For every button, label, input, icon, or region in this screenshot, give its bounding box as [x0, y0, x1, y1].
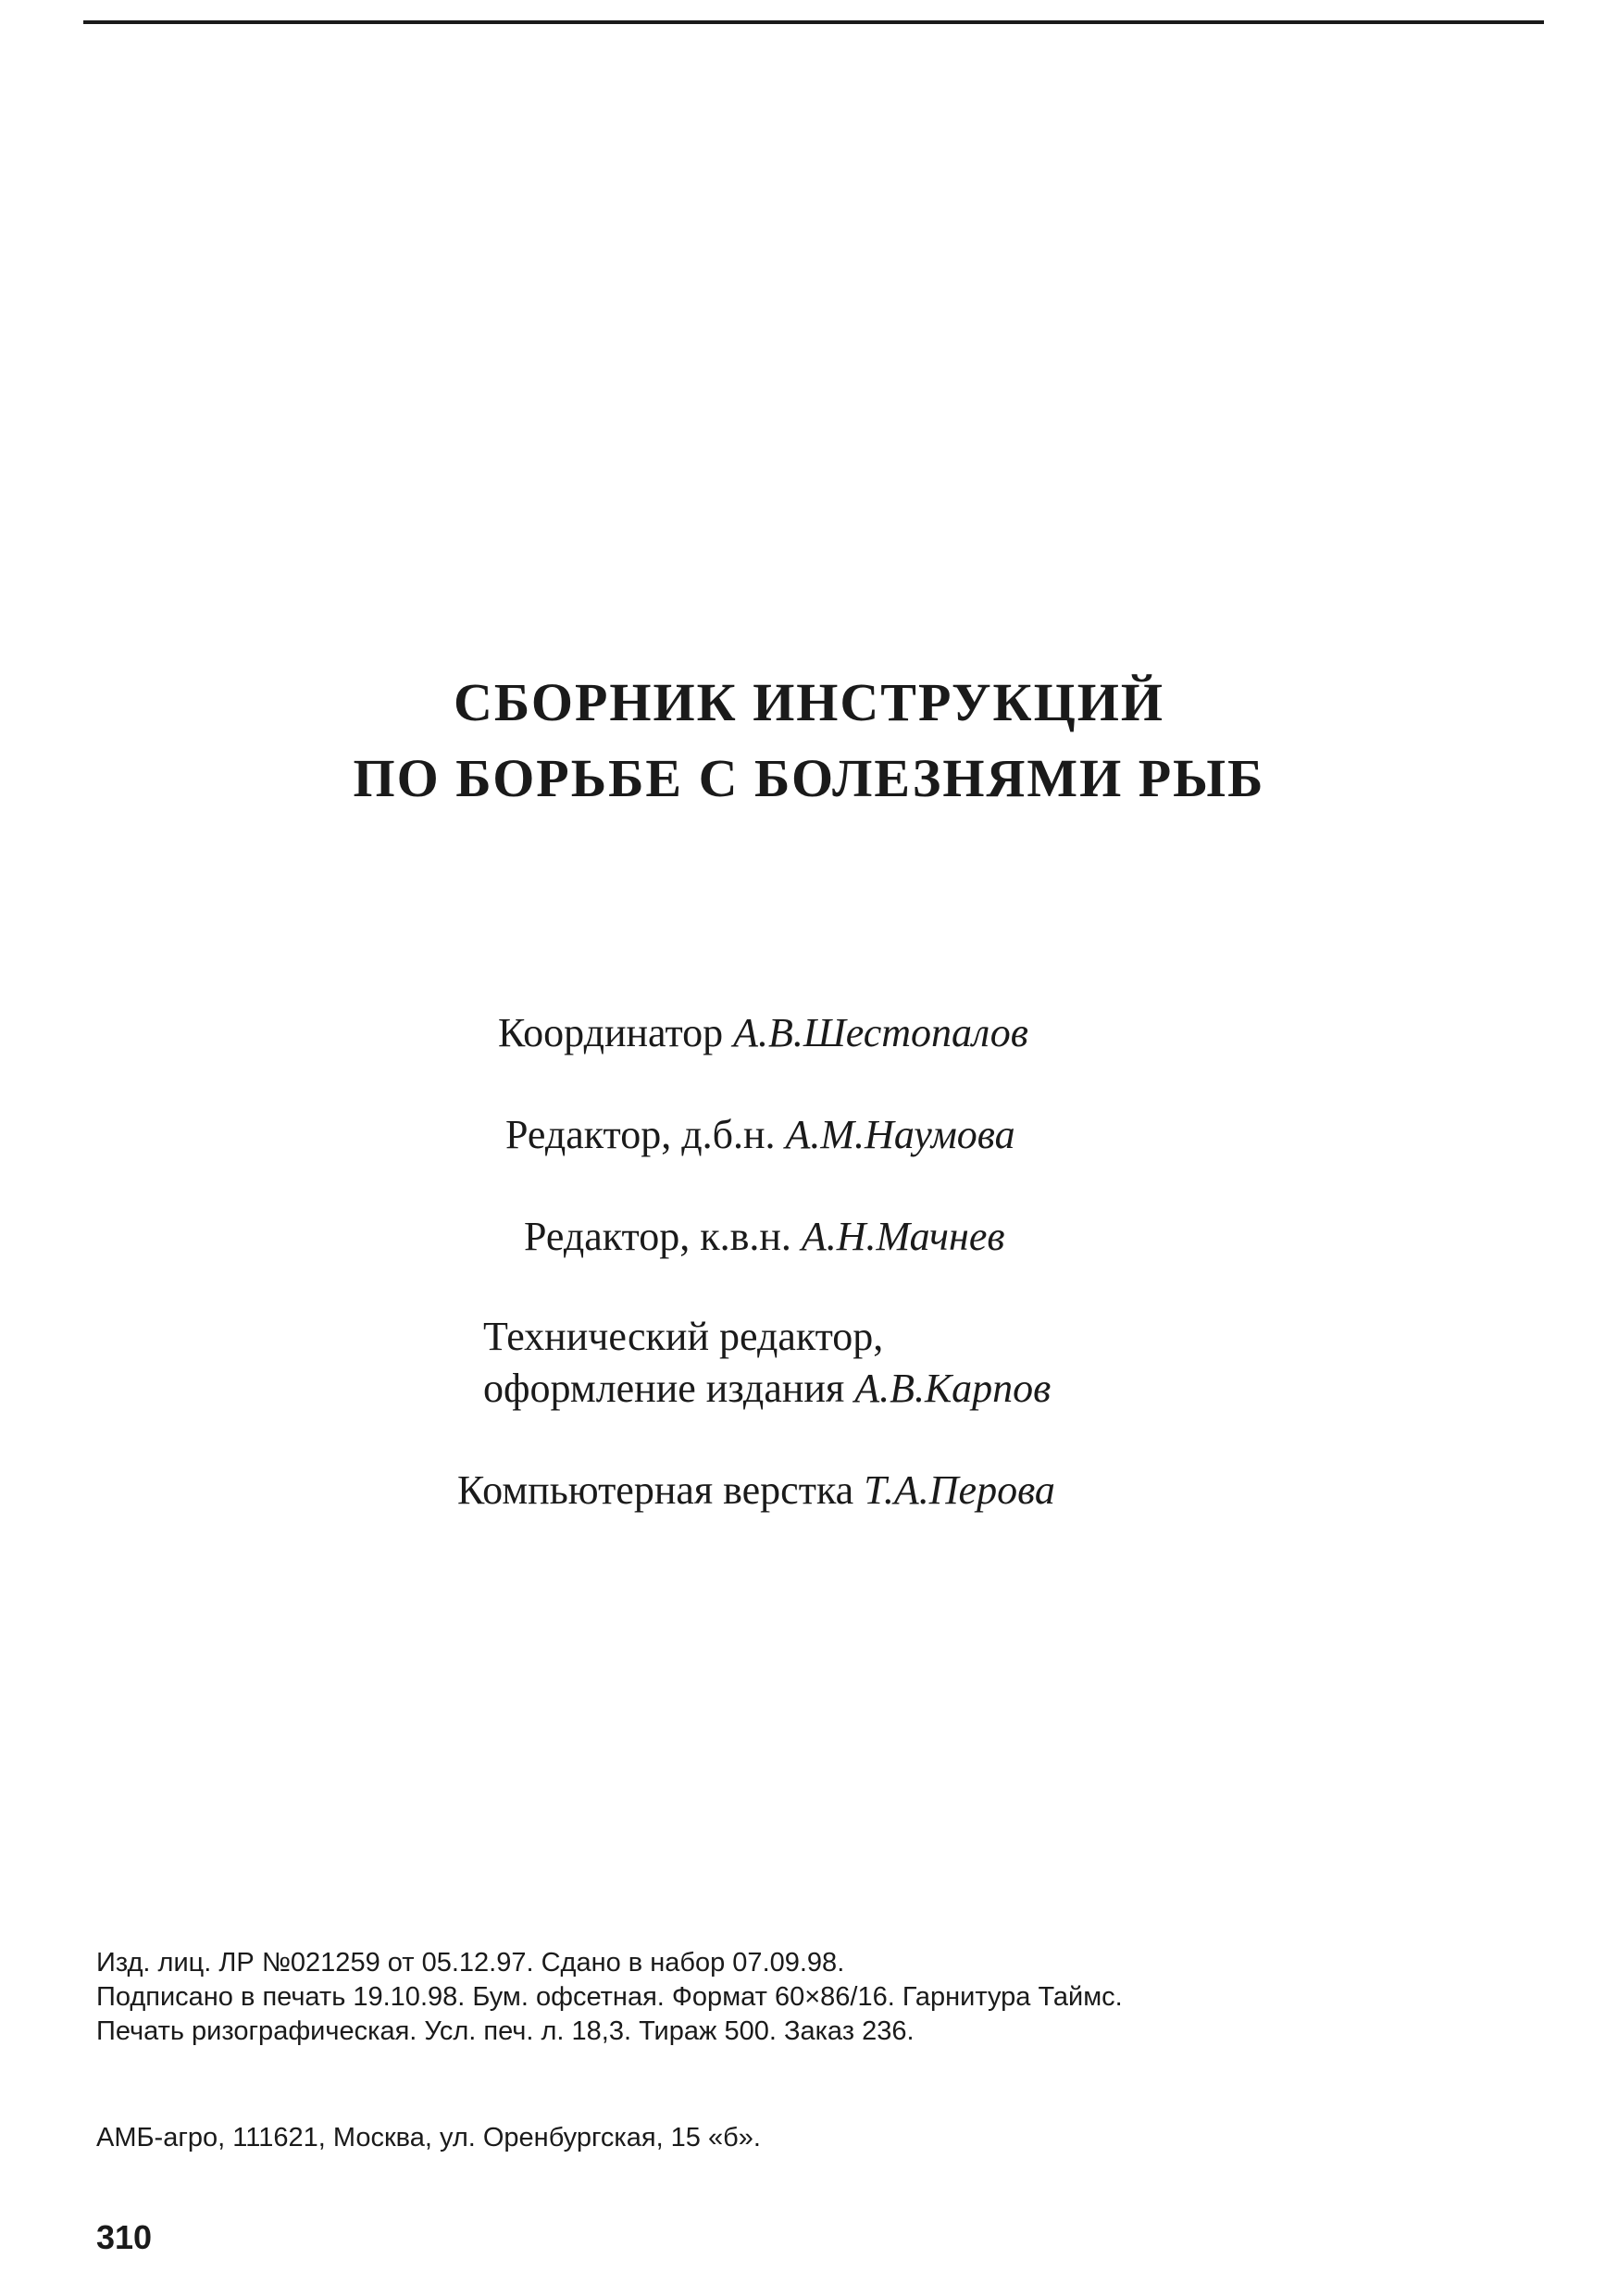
credit-coordinator [498, 1009, 1028, 1057]
book-title [0, 665, 1618, 817]
imprint-line-1: Изд. лиц. ЛР №021259 от 05.12.97. Сдано в набор 07.09.98. [96, 1948, 845, 1978]
page-number: 310 [96, 2218, 153, 2256]
credit-role: Компьютерная верстка [457, 1467, 854, 1513]
title-line-2: ПО БОРЬБЕ С БОЛЕЗНЯМИ РЫБ [353, 748, 1265, 808]
publisher-address: АМБ-агро, 111621, Москва, ул. Оренбургская, 15 «б». [96, 2123, 761, 2152]
credit-role: Координатор [498, 1010, 724, 1055]
credit-name: А.В.Карпов [854, 1366, 1052, 1411]
credit-technical-editor-line2 [483, 1365, 1051, 1413]
credit-editor-dbn [505, 1111, 1015, 1159]
top-rule [83, 20, 1544, 24]
credit-name: А.М.Наумова [785, 1112, 1015, 1157]
credit-name: А.В.Шестопалов [733, 1010, 1028, 1055]
credit-editor-kvn [524, 1213, 1004, 1261]
credit-role: Редактор, к.в.н. [524, 1214, 791, 1259]
credit-name: А.Н.Мачнев [801, 1214, 1005, 1259]
credit-role: оформление издания [483, 1366, 845, 1411]
imprint [96, 1946, 1123, 2049]
imprint-line-2: Подписано в печать 19.10.98. Бум. офсетная. Формат 60×86/16. Гарнитура Таймс. [96, 1982, 1123, 2012]
credit-name: Т.А.Перова [864, 1467, 1055, 1513]
credit-technical-editor [483, 1313, 883, 1361]
title-line-1: СБОРНИК ИНСТРУКЦИЙ [454, 672, 1164, 732]
imprint-line-3: Печать ризографическая. Усл. печ. л. 18,3. Тираж 500. Заказ 236. [96, 2016, 915, 2046]
credit-role: Редактор, д.б.н. [505, 1112, 776, 1157]
credit-layout [457, 1466, 1055, 1515]
credit-role: Технический редактор, [483, 1314, 884, 1359]
